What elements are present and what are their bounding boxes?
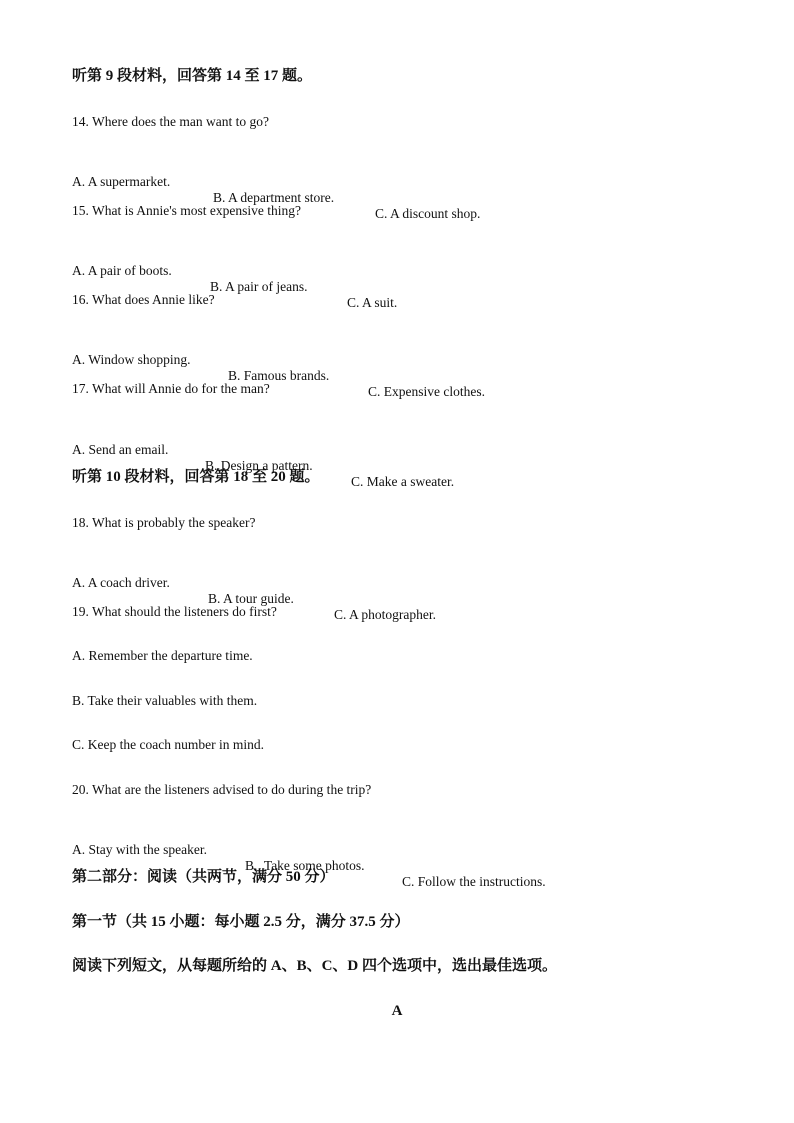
passage-label: A (391, 1003, 403, 1019)
option-b: B. A tour guide. (208, 591, 294, 606)
option-a: A. A supermarket. (72, 174, 171, 189)
section-1-heading: 第一节（共 15 小题：每小题 2.5 分，满分 37.5 分） (72, 914, 410, 930)
option-a: A. A pair of boots. (72, 263, 172, 278)
question-14: 14. Where does the man want to go? (72, 114, 269, 129)
option-a: A. Window shopping. (72, 352, 191, 367)
question-16: 16. What does Annie like? (72, 292, 215, 307)
option-c: C. A photographer. (334, 607, 436, 622)
option-c: C. Follow the instructions. (402, 874, 546, 889)
option-c: C. A discount shop. (375, 206, 481, 221)
option-a: A. Send an email. (72, 442, 169, 457)
question-18: 18. What is probably the speaker? (72, 515, 256, 530)
heading-section-9: 听第 9 段材料，回答第 14 至 17 题。 (72, 68, 313, 84)
option-c: C. A suit. (347, 295, 398, 310)
part-2-heading: 第二部分：阅读（共两节，满分 50 分） (72, 869, 335, 885)
option-b: B. Take some photos. (245, 858, 365, 873)
heading-section-10: 听第 10 段材料，回答第 18 至 20 题。 (72, 469, 320, 485)
option-a: A. A coach driver. (72, 575, 170, 590)
option-a: A. Stay with the speaker. (72, 842, 207, 857)
option-19-a: A. Remember the departure time. (72, 648, 253, 663)
reading-instruction: 阅读下列短文，从每题所给的 A、B、C、D 四个选项中，选出最佳选项。 (72, 958, 558, 974)
option-c: C. Make a sweater. (351, 474, 455, 489)
option-b: B. Famous brands. (228, 368, 330, 383)
question-20: 20. What are the listeners advised to do during the trip? (72, 782, 372, 797)
option-19-c: C. Keep the coach number in mind. (72, 737, 264, 752)
question-17: 17. What will Annie do for the man? (72, 381, 270, 396)
option-b: B. A pair of jeans. (210, 279, 308, 294)
option-b: B. Design a pattern. (205, 458, 313, 473)
option-c: C. Expensive clothes. (368, 384, 485, 399)
option-b: B. A department store. (213, 190, 335, 205)
question-19: 19. What should the listeners do first? (72, 604, 277, 619)
question-15: 15. What is Annie's most expensive thing? (72, 203, 302, 218)
option-19-b: B. Take their valuables with them. (72, 693, 258, 708)
